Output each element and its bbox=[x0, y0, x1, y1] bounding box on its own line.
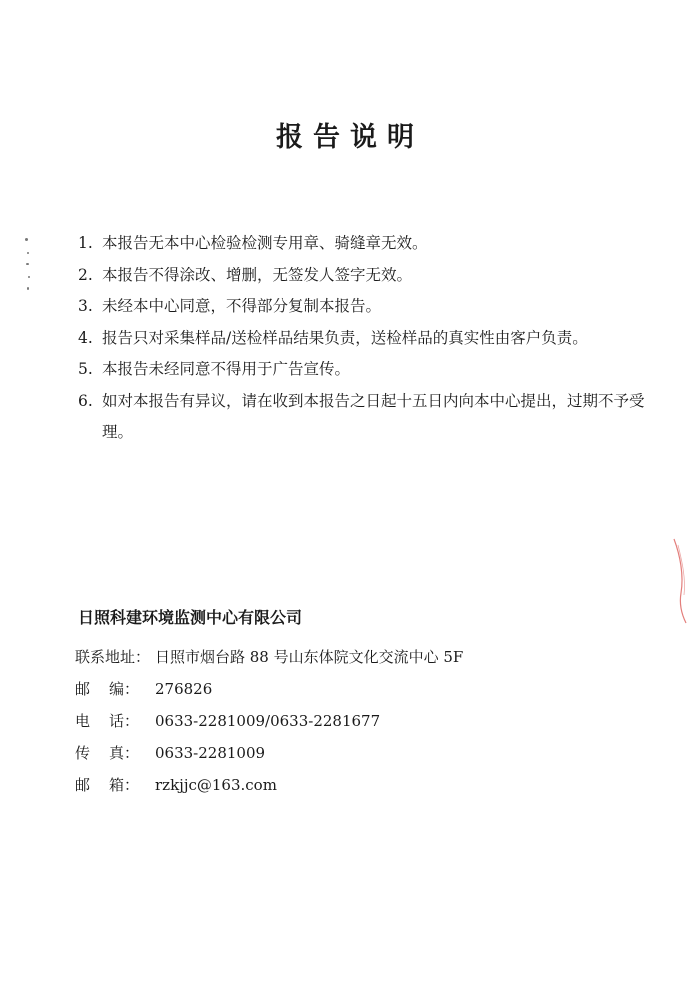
email-label-b: 箱： bbox=[108, 776, 139, 794]
postcode-row bbox=[75, 673, 675, 705]
list-item bbox=[78, 228, 658, 260]
item-number: 5. bbox=[78, 360, 93, 378]
phone-label-a: 电 bbox=[75, 712, 91, 730]
item-text: 报告只对采集样品/送检样品结果负责，送检样品的真实性由客户负责。 bbox=[102, 328, 588, 347]
postcode-label-b: 编： bbox=[108, 680, 139, 698]
scan-speck bbox=[27, 252, 29, 254]
list-item bbox=[78, 354, 658, 386]
item-number: 6. bbox=[78, 391, 93, 410]
address-value: 日照市烟台路 88 号山东体院文化交流中心 5F bbox=[155, 648, 464, 666]
phone-value: 0633-2281009/0633-2281677 bbox=[155, 712, 381, 730]
scan-speck bbox=[27, 287, 29, 290]
address-label: 联系地址： bbox=[75, 648, 151, 666]
phone-label-b: 话： bbox=[108, 712, 139, 730]
scan-speck bbox=[25, 238, 28, 241]
item-text: 本报告不得涂改、增删，无签发人签字无效。 bbox=[102, 265, 413, 284]
email-value: rzkjjc@163.com bbox=[155, 776, 277, 794]
scan-speck bbox=[28, 276, 30, 278]
list-item bbox=[78, 323, 658, 355]
fax-label-b: 真： bbox=[108, 744, 139, 762]
seam-seal-edge-icon bbox=[672, 535, 690, 625]
email-label-a: 邮 bbox=[75, 776, 91, 794]
item-number: 4. bbox=[78, 328, 93, 347]
fax-value: 0633-2281009 bbox=[155, 744, 266, 762]
page-title: 报告说明 bbox=[276, 122, 424, 153]
postcode-label-a: 邮 bbox=[75, 680, 91, 698]
notes-list bbox=[78, 228, 658, 449]
list-item bbox=[78, 291, 658, 323]
fax-label-a: 传 bbox=[75, 744, 91, 762]
item-number: 1. bbox=[78, 234, 93, 252]
fax-row bbox=[75, 737, 675, 769]
company-name: 日照科建环境监测中心有限公司 bbox=[78, 608, 303, 627]
postcode-value: 276826 bbox=[155, 680, 213, 698]
item-text: 本报告无本中心检验检测专用章、骑缝章无效。 bbox=[102, 234, 428, 252]
list-item bbox=[78, 386, 658, 449]
address-row bbox=[75, 641, 675, 673]
item-number: 3. bbox=[78, 297, 93, 315]
phone-row bbox=[75, 705, 675, 737]
item-text: 未经本中心同意，不得部分复制本报告。 bbox=[102, 297, 382, 315]
item-number: 2. bbox=[78, 265, 93, 284]
item-text: 如对本报告有异议，请在收到本报告之日起十五日内向本中心提出，过期不予受理。 bbox=[102, 391, 645, 441]
list-item bbox=[78, 260, 658, 292]
item-text: 本报告未经同意不得用于广告宣传。 bbox=[102, 360, 351, 378]
email-row bbox=[75, 769, 675, 801]
scan-speck bbox=[26, 263, 29, 265]
contact-block bbox=[75, 641, 675, 801]
